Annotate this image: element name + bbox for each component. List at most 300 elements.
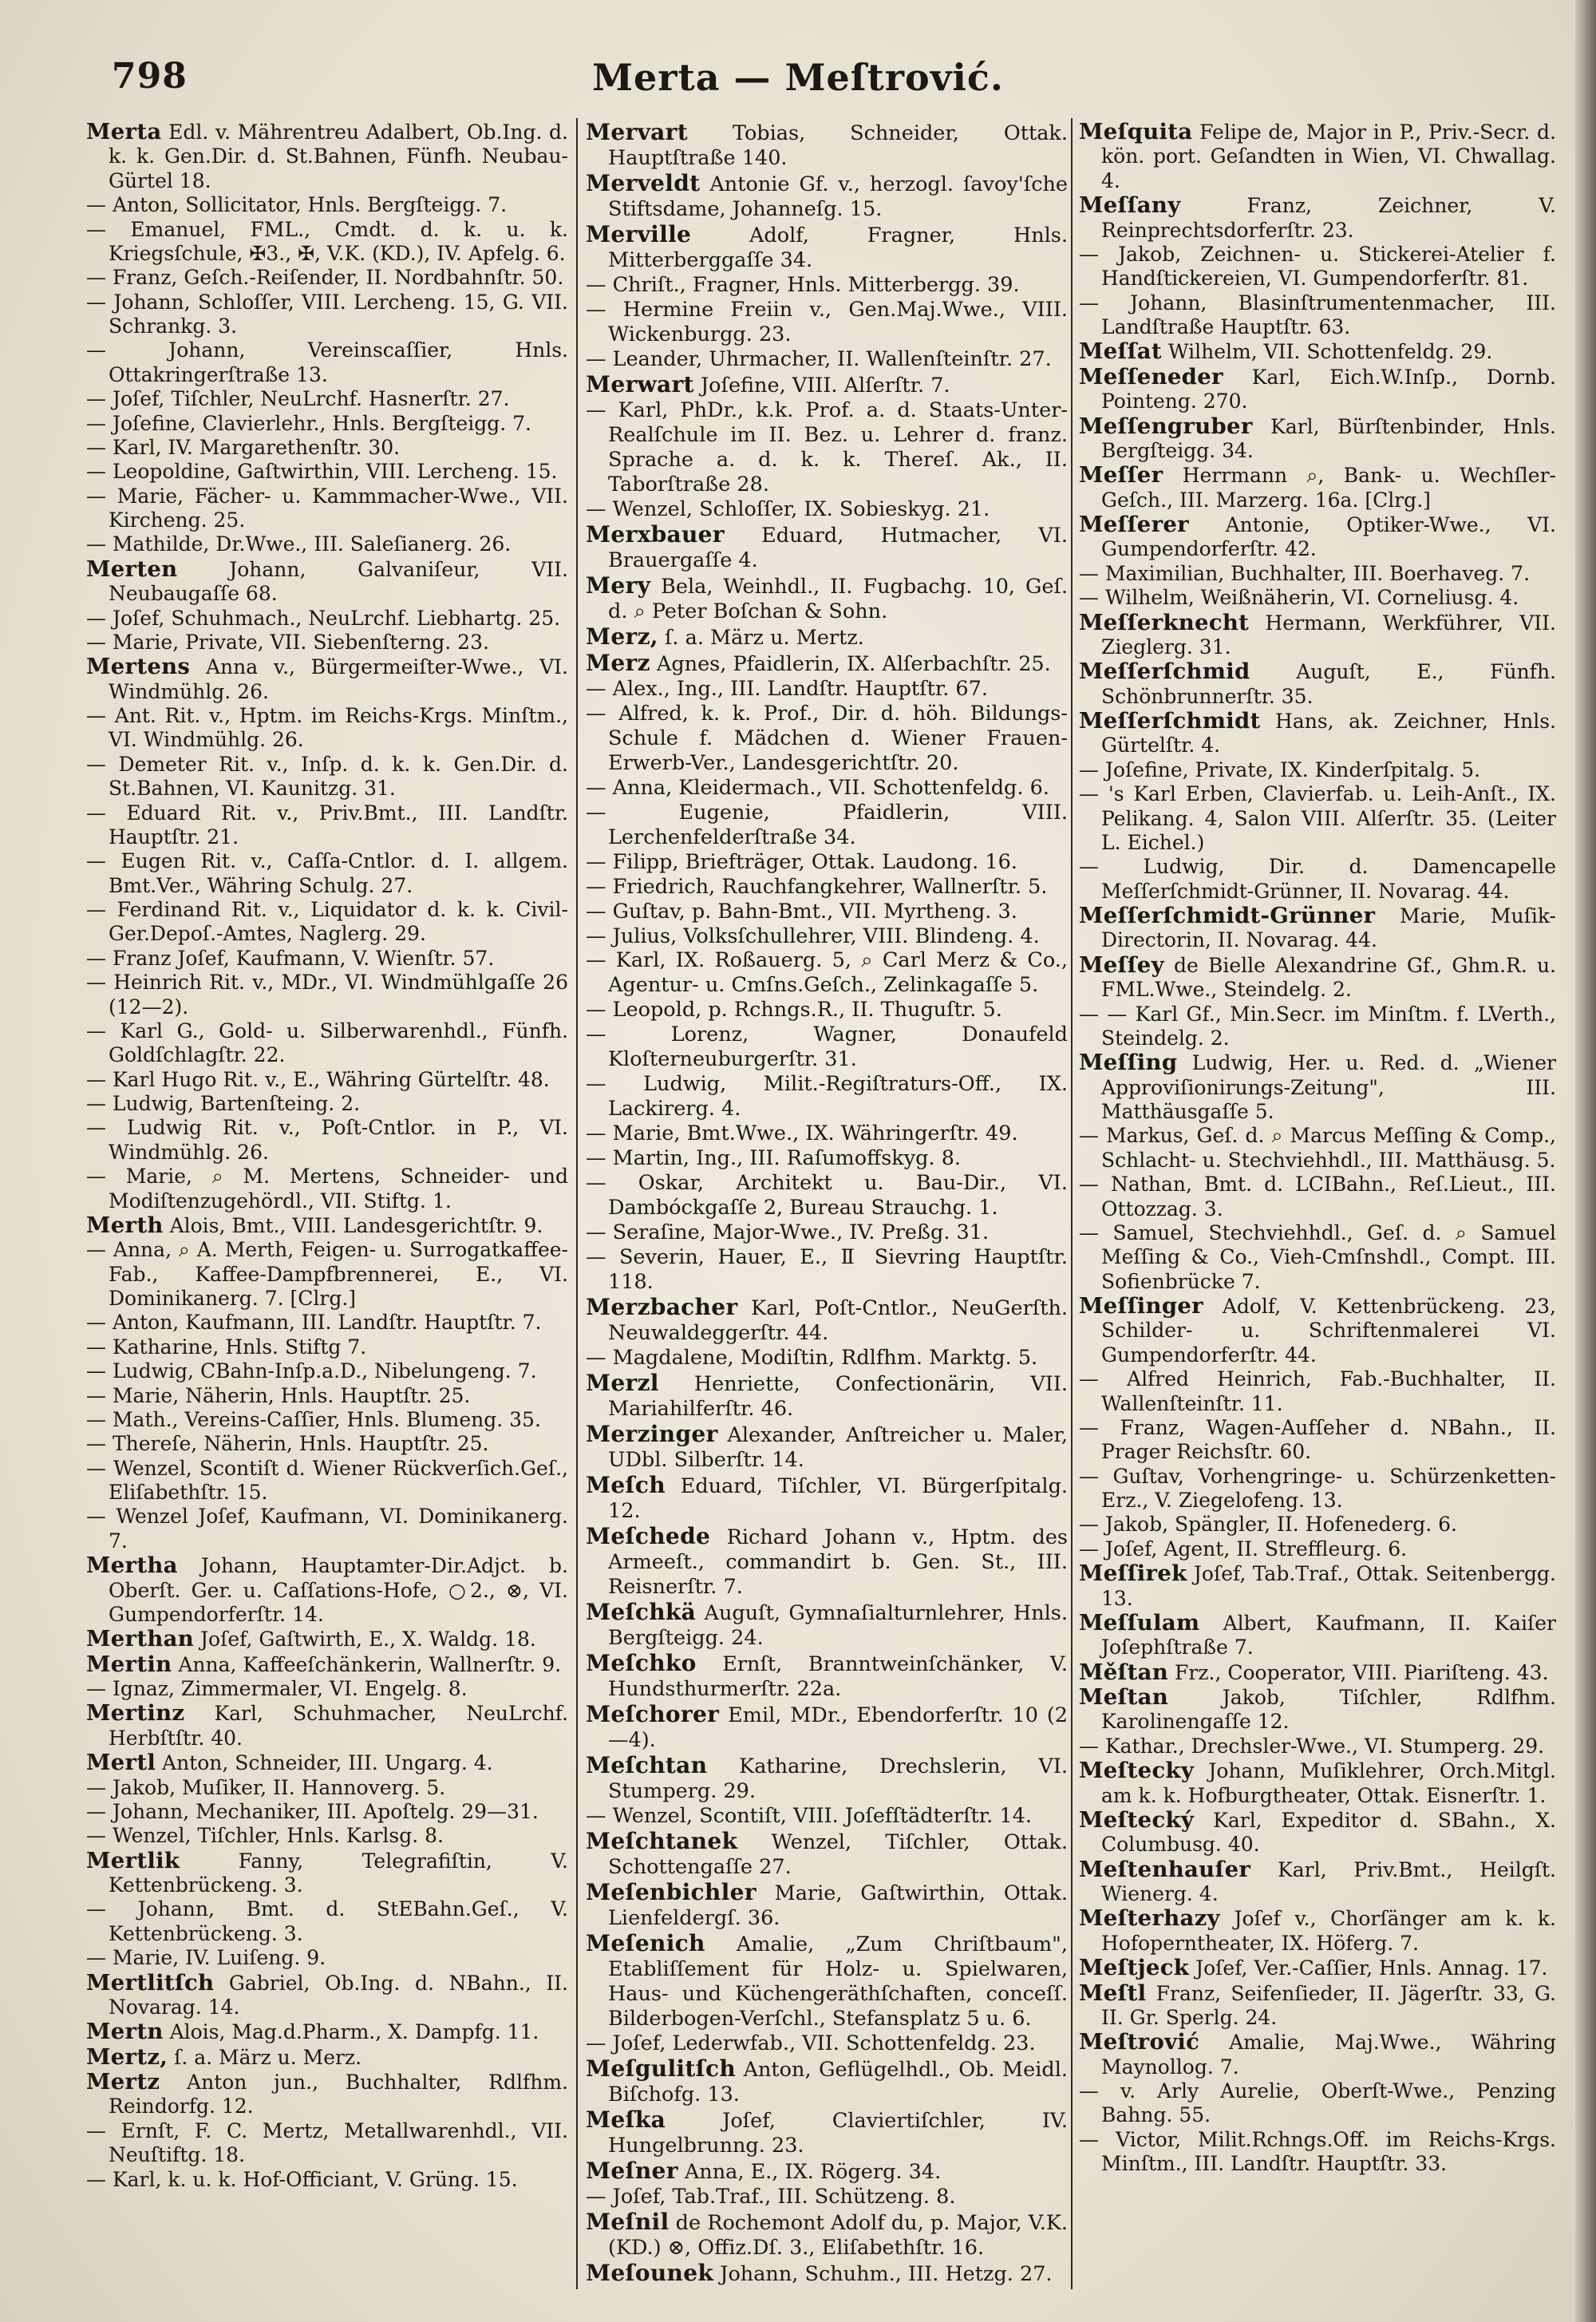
directory-entry — [586, 1829, 1068, 1880]
entry-details: — Wilhelm, Weißnäherin, VI. Corneliusg. 4. — [1079, 586, 1519, 610]
directory-entry — [586, 900, 1068, 924]
entry-surname: Mertz, — [86, 2043, 168, 2070]
entry-details: — Ludwig Rit. v., Poſt-Cntlor. in P., VI. Windmühlg. 26. — [86, 1116, 568, 1164]
directory-entry — [86, 1311, 568, 1335]
entry-details: — Franz, Wagen-Aufſeher d. NBahn., II. Prager Reichsſtr. 60. — [1079, 1415, 1556, 1464]
entry-surname: Meſſinger — [1079, 1293, 1203, 1319]
directory-column-middle — [586, 120, 1068, 2291]
directory-entry — [586, 2158, 1068, 2185]
entry-surname: Merz — [586, 649, 650, 676]
entry-details: Wilhelm, VII. Schottenfeldg. 29. — [1167, 340, 1493, 364]
directory-entry — [1079, 1537, 1556, 1561]
directory-entry — [1079, 1294, 1556, 1367]
directory-entry — [86, 338, 568, 387]
entry-surname: Meſtan — [1079, 1684, 1169, 1710]
directory-entry — [86, 1092, 568, 1116]
entry-surname: Merta — [86, 120, 162, 144]
entry-details: — Maximilian, Buchhalter, III. Boerhaveg. 7. — [1079, 561, 1531, 585]
directory-entry — [86, 120, 568, 193]
directory-entry — [86, 1776, 568, 1800]
entry-surname: Mertens — [86, 654, 191, 680]
entry-details: — Leopoldine, Gaſtwirthin, VIII. Lercheng. 15. — [86, 460, 558, 484]
directory-entry — [86, 1677, 568, 1701]
entry-details: — Anton, Sollicitator, Hnls. Bergſteigg. 7. — [86, 193, 508, 217]
directory-entry — [86, 2045, 568, 2070]
directory-entry — [86, 631, 568, 655]
directory-entry — [586, 1804, 1068, 1829]
entry-surname: Meſch — [586, 1472, 666, 1499]
entry-details: — Wenzel Joſef, Kaufmann, VI. Dominikanerg. 7. — [86, 1505, 568, 1553]
directory-entry — [86, 532, 568, 556]
entry-surname: Merten — [86, 556, 178, 582]
entry-details: Karl, Schuhmacher, NeuLrchf. Herbſtſtr. 40. — [109, 1702, 568, 1750]
entry-details: — Friedrich, Rauchfangkehrer, Wallnerſtr. 5. — [586, 874, 1048, 899]
entry-details: Joſef, Ver.-Caſſier, Hnls. Annag. 17. — [1195, 1956, 1548, 1980]
entry-details: Joſef v., Chorſänger am k. k. Hofoperntheater, IX. Höferg. 7. — [1101, 1907, 1556, 1955]
entry-surname: Mertn — [86, 2019, 164, 2045]
directory-entry — [86, 193, 568, 217]
directory-entry — [586, 1023, 1068, 1072]
entry-details: Karl, Priv.Bmt., Heilgſt. Wienerg. 4. — [1101, 1857, 1556, 1905]
entry-details: — Alex., Ing., III. Landſtr. Hauptſtr. 67. — [586, 676, 988, 701]
directory-entry — [86, 1213, 568, 1238]
directory-entry — [1079, 953, 1556, 1003]
entry-details: — Thereſe, Näherin, Hnls. Hauptſtr. 25. — [86, 1432, 489, 1456]
directory-entry — [586, 1473, 1068, 1524]
directory-entry — [1079, 1735, 1556, 1758]
entry-details: — Markus, Geſ. d. ⌕ Marcus Meſſing & Comp., Schlacht- u. Stechviehhdl., III. Matthäusg. 5. — [1079, 1124, 1556, 1172]
directory-entry — [586, 347, 1068, 372]
entry-surname: Merzbacher — [586, 1294, 738, 1321]
entry-details: Karl, Eich.W.Inſp., Dornb. Pointeng. 270. — [1101, 365, 1556, 413]
entry-surname: Mertha — [86, 1553, 178, 1579]
entry-details: — Oskar, Architekt u. Bau-Dir., VI. Dambóckgaſſe 2, Bureau Strauchg. 1. — [586, 1171, 1068, 1220]
entry-details: Gabriel, Ob.Ing. d. NBahn., II. Novarag. 14. — [109, 1971, 568, 2019]
directory-entry — [586, 924, 1068, 949]
entry-details: Marie, Muſik-Directorin, II. Novarag. 44. — [1101, 904, 1556, 952]
directory-entry — [86, 1165, 568, 1213]
column-divider — [576, 118, 578, 2289]
directory-entry — [586, 998, 1068, 1023]
directory-entry — [586, 1220, 1068, 1245]
directory-entry — [1079, 1416, 1556, 1465]
entry-details: — Karl G., Gold- u. Silberwarenhdl., Fünfh. Goldſchlagſtr. 22. — [86, 1019, 568, 1067]
directory-entry — [86, 1946, 568, 1970]
directory-entry — [86, 557, 568, 607]
directory-entry — [586, 522, 1068, 573]
entry-surname: Meſſengruber — [1079, 413, 1253, 439]
entry-details: Anna, Kaffeeſchänkerin, Wallnerſtr. 9. — [178, 1652, 562, 1676]
directory-entry — [86, 1457, 568, 1505]
entry-details: de Bielle Alexandrine Gf., Ghm.R. u. FML.Wwe., Steindelg. 2. — [1101, 953, 1556, 1002]
directory-entry — [586, 2185, 1068, 2209]
directory-entry — [1079, 243, 1556, 291]
entry-details: — Leopold, p. Rchngs.R., II. Thuguſtr. 5. — [586, 998, 1002, 1023]
entry-details: Felipe de, Major in P., Priv.-Secr. d. kön. port. Geſandten in Wien, VI. Chwallag. 4. — [1101, 121, 1556, 192]
directory-entry — [586, 702, 1068, 776]
directory-entry — [586, 1651, 1068, 1702]
entry-details: — Marie, Näherin, Hnls. Hauptſtr. 25. — [86, 1383, 471, 1407]
entry-details: — Joſef, Agent, II. Streffleurg. 6. — [1079, 1537, 1408, 1561]
directory-entry — [1079, 120, 1556, 193]
directory-entry — [1079, 1465, 1556, 1513]
directory-entry — [86, 1116, 568, 1165]
directory-entry — [86, 266, 568, 290]
directory-entry — [1079, 463, 1556, 512]
entry-details: — Anna, Kleidermach., VII. Schottenfeldg. 6. — [586, 775, 1049, 800]
entry-surname: Merz, — [586, 623, 658, 650]
entry-surname: Mervart — [586, 120, 688, 145]
directory-entry — [1079, 855, 1556, 904]
entry-details: Johann, Hauptamter-Dir.Adjct. b. Oberſt. Ger. u. Caſſations-Hofe, ○2., ⊗, VI. Gumpendorferſtr. 14. — [109, 1554, 568, 1626]
directory-entry — [586, 677, 1068, 702]
entry-details: ſ. a. März u. Merz. — [174, 2045, 362, 2069]
entry-surname: Merzinger — [586, 1421, 718, 1448]
directory-entry — [1079, 611, 1556, 660]
directory-entry — [1079, 414, 1556, 464]
entry-details: — Samuel, Stechviehhdl., Geſ. d. ⌕ Samuel Meſſing & Co., Vieh-Cmſnshdl., Compt. III. Sofienbrücke 7. — [1079, 1220, 1556, 1293]
directory-entry — [1079, 193, 1556, 243]
entry-details: — Ludwig, Bartenſteing. 2. — [86, 1092, 361, 1115]
entry-details: — Karl Hugo Rit. v., E., Währing Gürtelſtr. 48. — [86, 1067, 550, 1091]
directory-entry — [1079, 1367, 1556, 1416]
directory-entry — [86, 801, 568, 850]
entry-details: — Karl, PhDr., k.k. Prof. a. d. Staats-Unter-Realſchule im II. Bez. u. Lehrer d. franz. Sprache a. d. k. k. Thereſ. Ak., II. Taborſtraße 28. — [586, 398, 1068, 496]
entry-details: Ludwig, Her. u. Red. d. „Wiener Approviſionirungs-Zeitung", III. Matthäusgaſſe 5. — [1101, 1051, 1556, 1123]
entry-details: Ernſt, Branntweinſchänker, V. Hundsthurmerſtr. 22a. — [608, 1652, 1068, 1702]
directory-entry — [586, 171, 1068, 222]
entry-details: — Seraſine, Major-Wwe., IV. Preßg. 31. — [586, 1220, 990, 1245]
directory-entry — [586, 1880, 1068, 1931]
entry-surname: Meſenich — [586, 1929, 705, 1956]
entry-details: — Wenzel, Scontiſt, VIII. Joſefſtädterſtr. 14. — [586, 1803, 1032, 1828]
entry-details: Eduard, Tiſchler, VI. Bürgerſpitalg. 12. — [608, 1474, 1068, 1524]
entry-details: Richard Johann v., Hptm. des Armeeſt., commandirt b. Gen. St., III. Reisnerſtr. 7. — [608, 1525, 1068, 1600]
entry-details: — Ernſt, F. C. Mertz, Metallwarenhdl., VII. Neuſtiftg. 18. — [86, 2118, 568, 2167]
entry-details: — Joſef, Lederwfab., VII. Schottenfeldg. 23. — [586, 2031, 1036, 2055]
directory-entry — [1079, 1173, 1556, 1221]
entry-surname: Meſgulitſch — [586, 2055, 737, 2082]
directory-entry — [586, 801, 1068, 850]
entry-details: — Jakob, Zeichnen- u. Stickerei-Atelier f. Handſtickereien, VI. Gumpendorferſtr. 81. — [1079, 242, 1556, 291]
entry-details: — Kathar., Drechsler-Wwe., VI. Stumperg. 29. — [1079, 1734, 1545, 1758]
entry-details: — Marie, ⌕ M. Mertens, Schneider- und Modiſtenzugehördl., VII. Stiftg. 1. — [86, 1165, 568, 1212]
page-edge — [1575, 0, 1596, 2322]
entry-details: Fanny, Telegrafiſtin, V. Kettenbrückeng. 3. — [109, 1849, 568, 1897]
directory-entry — [86, 849, 568, 898]
directory-entry — [1079, 562, 1556, 586]
entry-surname: Meſtrović — [1079, 2029, 1200, 2055]
directory-entry — [86, 1335, 568, 1359]
entry-details: — Karl, k. u. k. Hof-Officiant, V. Grüng. 15. — [86, 2167, 518, 2191]
directory-entry — [86, 1408, 568, 1432]
directory-entry — [86, 1505, 568, 1553]
directory-entry — [1079, 2079, 1556, 2128]
directory-entry — [1079, 1956, 1556, 1980]
entry-details: — Eugen Rit. v., Caſſa-Cntlor. d. I. allgem. Bmt.Ver., Währing Schulg. 27. — [86, 849, 568, 897]
entry-surname: Meſchtan — [586, 1751, 708, 1778]
entry-details: — Joſefine, Clavierlehr., Hnls. Bergſteigg. 7. — [86, 411, 531, 435]
entry-details: — Lorenz, Wagner, Donaufeld Kloſterneuburgerſtr. 31. — [586, 1023, 1068, 1072]
entry-surname: Meſtl — [1079, 1980, 1147, 2006]
directory-entry — [1079, 1050, 1556, 1124]
entry-details: — Marie, Bmt.Wwe., IX. Währingerſtr. 49. — [586, 1121, 1018, 1146]
entry-details: — Ludwig, Milit.-Regiſtraturs-Off., IX. Lackirerg. 4. — [586, 1072, 1068, 1121]
entry-details: — Franz, Geſch.-Reiſender, II. Nordbahnſtr. 50. — [86, 266, 564, 290]
directory-entry — [586, 1171, 1068, 1220]
directory-entry — [86, 753, 568, 801]
entry-details: — Hermine Freiin v., Gen.Maj.Wwe., VIII. Wickenburgg. 23. — [586, 297, 1068, 346]
directory-entry — [1079, 2128, 1556, 2177]
directory-entry — [586, 398, 1068, 497]
entry-details: Karl, Bürſtenbinder, Hnls. Bergſteigg. 34. — [1101, 414, 1556, 462]
directory-entry — [1079, 1513, 1556, 1537]
entry-details: — Chriſt., Fragner, Hnls. Mitterbergg. 39. — [586, 272, 1020, 297]
directory-entry — [586, 850, 1068, 875]
entry-details: — — Karl Gf., Min.Secr. im Minſtm. f. LVerth., Steindelg. 2. — [1079, 1002, 1556, 1050]
entry-details: Antonie, Optiker-Wwe., VI. Gumpendorferſtr. 42. — [1101, 513, 1556, 561]
entry-surname: Meſſeneder — [1079, 363, 1223, 390]
entry-details: Alois, Bmt., VIII. Landesgerichtſtr. 9. — [169, 1213, 543, 1237]
entry-details: Anton jun., Buchhalter, Rdlfhm. Reindorfg. 12. — [109, 2071, 568, 2118]
entry-details: — Martin, Ing., III. Raſumoffskyg. 8. — [586, 1146, 962, 1171]
directory-entry — [86, 1750, 568, 1775]
entry-details: Franz, Zeichner, V. Reinprechtsdorferſtr. 23. — [1101, 194, 1556, 242]
directory-entry — [586, 948, 1068, 998]
entry-details: — Joſef, Schuhmach., NeuLrchf. Liebhartg. 25. — [86, 606, 561, 630]
entry-details: — Johann, Vereinscaſſier, Hnls. Ottakringerſtraße 13. — [86, 338, 568, 386]
entry-details: — Karl, IV. Margarethenſtr. 30. — [86, 435, 401, 459]
entry-surname: Meſſulam — [1079, 1609, 1200, 1636]
entry-details: — Johann, Blasinſtrumentenmacher, III. Landſtraße Hauptſtr. 63. — [1079, 291, 1556, 338]
directory-entry — [586, 1072, 1068, 1121]
directory-entry — [1079, 365, 1556, 414]
directory-entry — [86, 1068, 568, 1092]
directory-entry — [1079, 659, 1556, 709]
directory-entry — [86, 971, 568, 1019]
directory-entry — [1079, 709, 1556, 758]
entry-details: Alexander, Anſtreicher u. Maler, UDbl. Silberſtr. 14. — [608, 1423, 1068, 1473]
entry-details: — Emanuel, FML., Cmdt. d. k. u. k. Kriegsſchule, ✠3., ✠, V.K. (KD.), IV. Apfelg. 6. — [86, 217, 568, 265]
entry-surname: Meſſey — [1079, 951, 1164, 978]
directory-entry — [86, 1432, 568, 1456]
entry-surname: Meſchorer — [586, 1701, 720, 1728]
directory-entry — [586, 1931, 1068, 2031]
entry-surname: Meſſat — [1079, 338, 1162, 365]
directory-entry — [1079, 1124, 1556, 1173]
directory-entry — [586, 1245, 1068, 1295]
directory-entry — [86, 1824, 568, 1848]
entry-details: Anna, E., IX. Rögerg. 34. — [684, 2159, 942, 2184]
entry-surname: Meſſerſchmidt-Grünner — [1079, 903, 1376, 928]
entry-surname: Merveldt — [586, 169, 701, 196]
directory-entry — [586, 1702, 1068, 1753]
entry-surname: Mery — [586, 572, 651, 599]
entry-details: Adolf, Fragner, Hnls. Mitterberggaſſe 34. — [608, 223, 1068, 272]
directory-entry — [586, 1121, 1068, 1146]
directory-entry — [86, 485, 568, 533]
entry-details: Bela, Weinhdl., II. Fugbachg. 10, Geſ. d. ⌕ Peter Boſchan & Sohn. — [608, 574, 1068, 623]
entry-details: — Johann, Mechaniker, III. Apoſtelg. 29—31. — [86, 1799, 539, 1823]
entry-details: — Eugenie, Pfaidlerin, VIII. Lerchenfelderſtraße 34. — [586, 800, 1068, 849]
entry-details: Karl, Poſt-Cntlor., NeuGerſth. Neuwaldeggerſtr. 44. — [608, 1296, 1068, 1346]
entry-details: Adolf, V. Kettenbrückeng. 23, Schilder- u. Schriftenmalerei VI. Gumpendorferſtr. 44. — [1101, 1295, 1556, 1367]
directory-entry — [586, 573, 1068, 624]
directory-entry — [86, 1019, 568, 1068]
entry-surname: Mertlitſch — [86, 1969, 215, 1996]
entry-details: — Wenzel, Tiſchler, Hnls. Karlsg. 8. — [86, 1824, 444, 1848]
page-number: 798 — [112, 56, 188, 97]
directory-entry — [1079, 339, 1556, 364]
entry-details: Hermann, Werkführer, VII. Zieglerg. 31. — [1101, 611, 1556, 659]
directory-entry — [1079, 1808, 1556, 1857]
entry-details: — Nathan, Bmt. d. LCIBahn., Reſ.Lieut., III. Ottozzag. 3. — [1079, 1173, 1556, 1220]
entry-details: — Wenzel, Schloſſer, IX. Sobieskyg. 21. — [586, 496, 990, 521]
directory-entry — [586, 2261, 1068, 2287]
entry-surname: Meſtjeck — [1079, 1955, 1190, 1981]
entry-surname: Meſtecký — [1079, 1806, 1195, 1833]
directory-entry — [586, 1600, 1068, 1651]
entry-details: — Anton, Kaufmann, III. Landſtr. Hauptſtr. 7. — [86, 1311, 542, 1335]
directory-entry — [1079, 1561, 1556, 1611]
directory-entry — [586, 1346, 1068, 1371]
directory-entry — [586, 497, 1068, 522]
entry-surname: Merthan — [86, 1626, 195, 1652]
directory-entry — [586, 298, 1068, 347]
entry-details: — Marie, IV. Luiſeng. 9. — [86, 1946, 326, 1970]
directory-entry — [86, 1627, 568, 1652]
entry-details: — Joſef, Tab.Traf., III. Schützeng. 8. — [586, 2184, 956, 2209]
entry-details: — Wenzel, Scontiſt d. Wiener Rückverſich.Geſ., Eliſabethſtr. 15. — [86, 1456, 568, 1504]
entry-details: Johann, Galvaniſeur, VII. Neubaugaſſe 68. — [109, 557, 568, 606]
directory-entry — [86, 460, 568, 484]
directory-entry — [1079, 1906, 1556, 1956]
entry-surname: Mertz — [86, 2069, 160, 2095]
directory-entry — [1079, 1685, 1556, 1735]
entry-details: Franz, Seifenſieder, II. Jägerſtr. 33, G. II. Gr. Sperlg. 24. — [1101, 1981, 1556, 2029]
directory-entry — [86, 1701, 568, 1750]
directory-entry — [1079, 291, 1556, 340]
entry-details: ſ. a. März u. Mertz. — [664, 625, 864, 650]
entry-details: — Severin, Hauer, E., Ⅱ Sievring Hauptſtr. 118. — [586, 1245, 1068, 1295]
directory-entry — [86, 2019, 568, 2044]
directory-entry — [86, 1849, 568, 1898]
entry-details: — Guſtav, p. Bahn-Bmt., VII. Myrtheng. 3. — [586, 899, 1017, 924]
entry-details: Karl, Expeditor d. SBahn., X. Columbusg. 40. — [1101, 1808, 1556, 1857]
entry-surname: Meſſerſchmidt — [1079, 708, 1261, 734]
directory-entry — [86, 607, 568, 631]
entry-details: Frz., Cooperator, VIII. Piariſteng. 43. — [1175, 1660, 1549, 1684]
entry-surname: Merwart — [586, 370, 694, 398]
entry-surname: Meſner — [586, 2157, 678, 2184]
entry-surname: Meſtenhauſer — [1079, 1856, 1251, 1882]
entry-details: — Joſef, Tiſchler, NeuLrchf. Hasnerſtr. 27. — [86, 387, 510, 411]
entry-surname: Merzl — [586, 1370, 659, 1397]
directory-entry — [586, 120, 1068, 171]
directory-entry — [1079, 1660, 1556, 1685]
entry-details: Emil, MDr., Ebendorferſtr. 10 (2—4). — [608, 1703, 1068, 1752]
directory-entry — [86, 291, 568, 339]
entry-details: — Alfred, k. k. Prof., Dir. d. höh. Bildungs-Schule f. Mädchen d. Wiener Frauen-Erwerb-Ver., Landesgerichtſtr. 20. — [586, 701, 1068, 775]
entry-details: — Victor, Milit.Rchngs.Off. im Reichs-Krgs. Minſtm., III. Landſtr. Hauptſtr. 33. — [1079, 2127, 1556, 2176]
entry-surname: Meſchede — [586, 1523, 711, 1550]
entry-surname: Meſchtanek — [586, 1827, 738, 1854]
directory-entry — [586, 372, 1068, 398]
directory-entry — [86, 1553, 568, 1627]
directory-entry — [586, 1524, 1068, 1600]
directory-entry — [586, 2031, 1068, 2056]
directory-entry — [586, 2209, 1068, 2261]
entry-details: Katharine, Drechslerin, VI. Stumperg. 29. — [608, 1754, 1068, 1803]
entry-details: — Ferdinand Rit. v., Liquidator d. k. k. Civil-Ger.Depoſ.-Amtes, Naglerg. 29. — [86, 898, 568, 946]
directory-entry — [586, 222, 1068, 273]
directory-entry — [586, 2107, 1068, 2158]
entry-surname: Meſſerſchmid — [1079, 659, 1250, 685]
entry-details: — Eduard Rit. v., Priv.Bmt., III. Landſtr. Hauptſtr. 21. — [86, 801, 568, 848]
entry-details: Auguſt, E., Fünfh. Schönbrunnerſtr. 35. — [1101, 660, 1556, 708]
entry-surname: Mertlik — [86, 1847, 180, 1873]
entry-details: — Anna, ⌕ A. Merth, Feigen- u. Surrogatkaffee-Fab., Kaffee-Dampfbrennerei, E., VI. Dominikanerg. 7. [Clrg.] — [86, 1238, 568, 1310]
entry-details: — Johann, Bmt. d. StEBahn.Geſ., V. Kettenbrückeng. 3. — [86, 1897, 568, 1945]
entry-surname: Meſenbichler — [586, 1878, 757, 1905]
entry-details: — v. Arly Aurelie, Oberſt-Wwe., Penzing Bahng. 55. — [1079, 2079, 1556, 2127]
entry-details: — Mathilde, Dr.Wwe., III. Saleſianerg. 26. — [86, 532, 512, 556]
entry-surname: Mertinz — [86, 1700, 185, 1727]
entry-details: Anna v., Bürgermeiſter-Wwe., VI. Windmühlg. 26. — [109, 655, 568, 703]
entry-surname: Meſnil — [586, 2208, 670, 2235]
entry-details: — Marie, Private, VII. Siebenſterng. 23. — [86, 630, 489, 654]
entry-surname: Meſſerknecht — [1079, 609, 1250, 635]
directory-entry — [586, 875, 1068, 900]
directory-entry — [1079, 1221, 1556, 1294]
directory-entry — [1079, 1003, 1556, 1051]
entry-details: Joſef, Claviertiſchler, IV. Hungelbrunng. 23. — [608, 2108, 1068, 2158]
directory-entry — [86, 2119, 568, 2168]
entry-details: — Guſtav, Vorhengringe- u. Schürzenketten-Erz., V. Ziegelofeng. 13. — [1079, 1464, 1556, 1512]
directory-entry — [86, 218, 568, 267]
entry-details: — Ludwig, Dir. d. Damencapelle Meſſerſchmidt-Grünner, II. Novarag. 44. — [1079, 855, 1556, 903]
entry-details: — Jakob, Muſiker, II. Hannoverg. 5. — [86, 1775, 446, 1799]
entry-surname: Merxbauer — [586, 520, 725, 548]
entry-details: Henriette, Confectionärin, VII. Mariahilferſtr. 46. — [608, 1372, 1068, 1422]
directory-entry — [1079, 758, 1556, 782]
directory-entry — [86, 1971, 568, 2020]
directory-entry — [1079, 2030, 1556, 2079]
entry-details: Edl. v. Mährentreu Adalbert, Ob.Ing. d. k. k. Gen.Dir. d. St.Bahnen, Fünfh. Neubau-Gürtel 18. — [109, 121, 568, 192]
directory-entry — [86, 655, 568, 704]
directory-entry — [586, 1295, 1068, 1346]
directory-entry — [1079, 782, 1556, 855]
entry-details: — Joſefine, Private, IX. Kinderſpitalg. 5. — [1079, 758, 1481, 781]
entry-details: Tobias, Schneider, Ottak. Hauptſtraße 140. — [608, 121, 1068, 170]
directory-entry — [86, 1800, 568, 1824]
entry-details: — Magdalene, Modiſtin, Rdlfhm. Marktg. 5. — [586, 1346, 1038, 1371]
entry-details: Agnes, Pfaidlerin, IX. Alſerbachſtr. 25. — [656, 651, 1051, 676]
directory-entry — [1079, 1611, 1556, 1660]
directory-column-left — [86, 120, 568, 2291]
entry-surname: Mertin — [86, 1651, 172, 1677]
entry-surname: Měſtan — [1079, 1659, 1169, 1685]
entry-details: Anton, Geflügelhdl., Ob. Meidl. Biſchofg. 13. — [608, 2057, 1068, 2106]
directory-entry — [586, 1371, 1068, 1422]
directory-entry — [86, 1384, 568, 1408]
directory-entry — [86, 2168, 568, 2192]
entry-details: Amalie, „Zum Chriſtbaum", Etabliſſement für Holz- u. Spielwaren, Haus- und Küchengeräthſchaften, conceſſ. Bilderbogen-Verſchl., Stefansplatz 5 u. 6. — [608, 1932, 1068, 2031]
entry-surname: Meſchko — [586, 1650, 697, 1677]
entry-details: — Katharine, Hnls. Stiftg 7. — [86, 1335, 367, 1359]
directory-column-right — [1079, 120, 1556, 2291]
entry-details: Johann, Schuhm., III. Hetzg. 27. — [720, 2261, 1053, 2286]
